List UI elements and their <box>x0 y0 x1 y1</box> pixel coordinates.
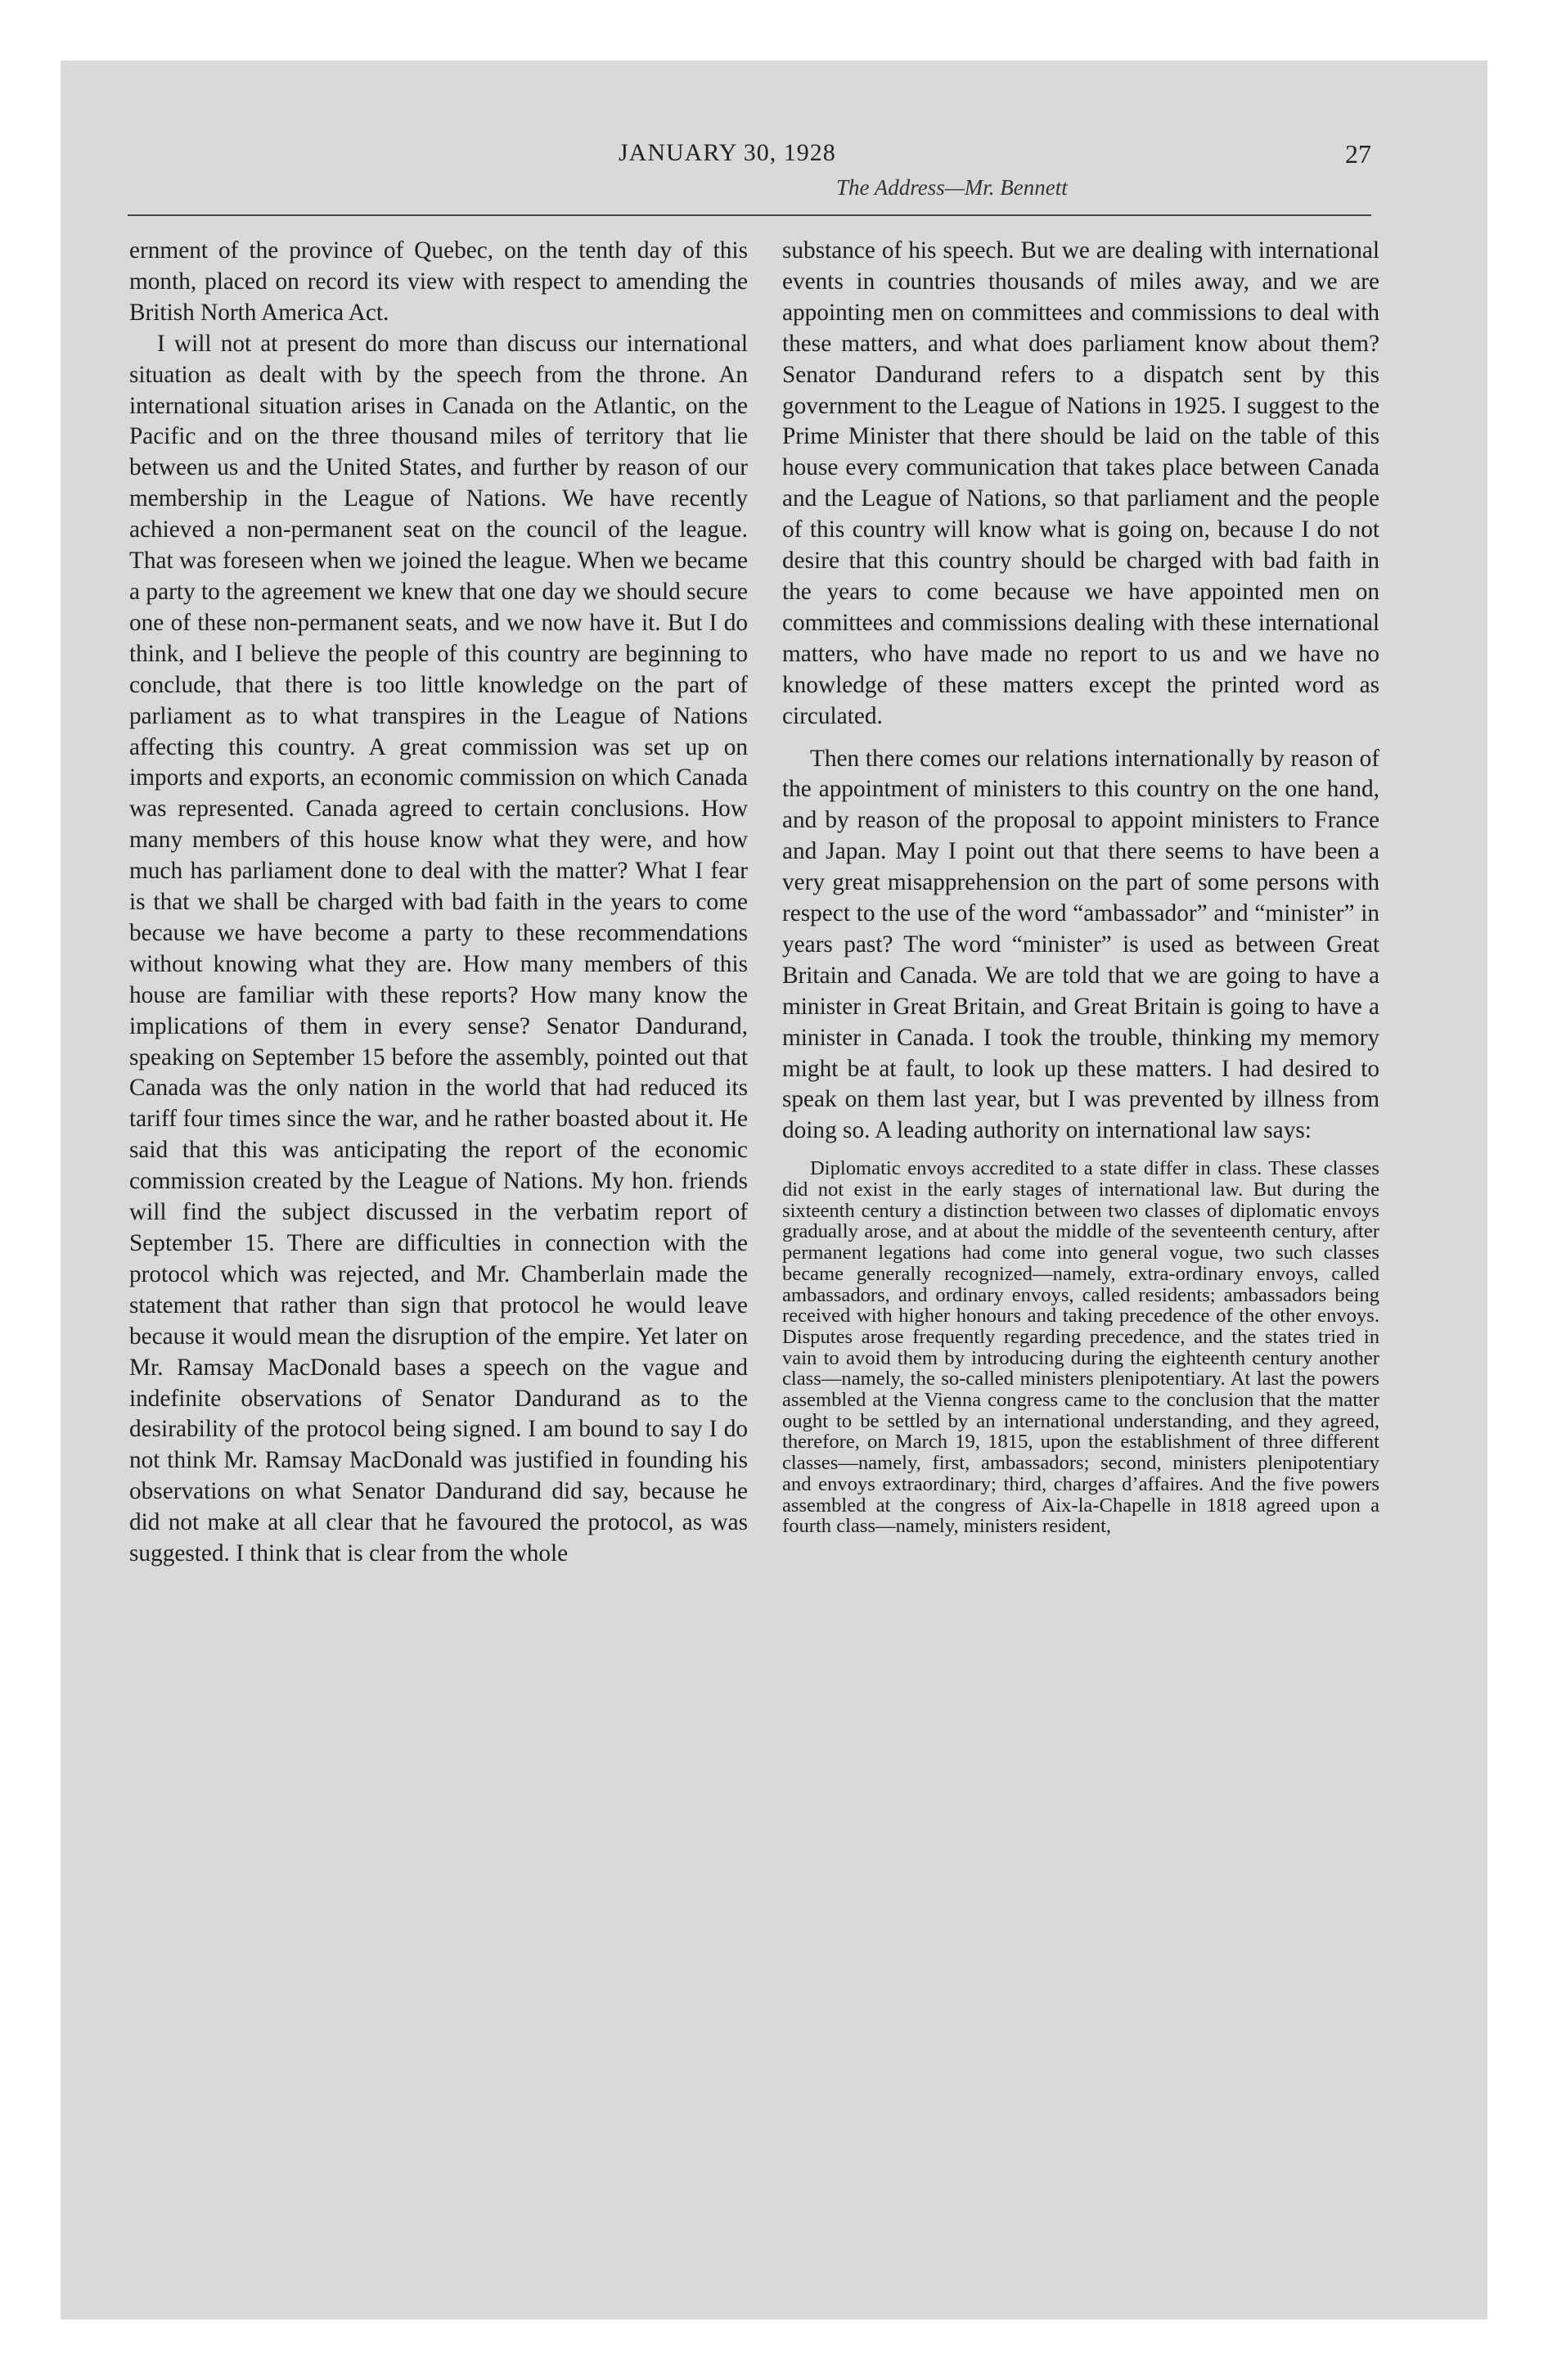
header-date: JANUARY 30, 1928 <box>619 139 836 166</box>
page-header <box>128 131 1371 213</box>
left-paragraph-2: I will not at present do more than discuss our international situation as dealt with by the speech from the throne. An international situation arises in Canada on the Atlantic, on the Pacific and on the three thousand miles of territory that lie between us and the United States, and further by reason of our membership in the League of Nations. We have recently achieved a non-permanent seat on the council of the league. That was foreseen when we joined the league. When we became a party to the agreement we knew that one day we should secure one of these non-permanent seats, and we now have it. But I do think, and I believe the people of this country are beginning to conclude, that there is too little knowledge on the part of parliament as to what transpires in the League of Nations affecting this country. A great commission was set up on imports and exports, an economic commission on which Canada was represented. Canada agreed to certain conclusions. How many members of this house know what they were, and how much has parliament done to deal with the matter? What I fear is that we shall be charged with bad faith in the years to come because we have become a party to these recommendations without knowing what they are. How many members of this house are familiar with these reports? How many know the implications of them in every sense? Senator Dandurand, speaking on September 15 before the assembly, pointed out that Canada was the only nation in the world that had reduced its tariff four times since the war, and he rather boasted about it. He said that this was anticipating the report of the economic commission created by the League of Nations. My hon. friends will find the subject discussed in the verbatim report of September 15. There are difficulties in connection with the protocol which was rejected, and Mr. Chamberlain made the statement that rather than sign that protocol he would leave because it would mean the disruption of the empire. Yet later on Mr. Ramsay MacDonald bases a speech on the vague and indefinite observations of Senator Dandurand as to the desirability of the protocol being signed. I am bound to say I do not think Mr. Ramsay MacDonald was justified in founding his observations on what Senator Dandurand did say, because he did not make at all clear that he favoured the protocol, as was suggested. I think that is clear from the whole <box>129 330 748 1567</box>
block-quote: Diplomatic envoys accredited to a state differ in class. These classes did not exist in the early stages of international law. But during the sixteenth century a distinction between two classes of diplomatic envoys gradually arose, and at about the middle of the seventeenth century, after permanent legations had come into general vogue, two such classes became generally recognized—namely, extra-ordinary envoys, called ambassadors, and ordinary envoys, called residents; ambassadors being received with higher honours and taking precedence of the other envoys. Disputes arose frequently regarding precedence, and the states tried in vain to avoid them by introducing during the eighteenth century another class—namely, the so-called ministers plenipotentiary. At last the powers assembled at the Vienna congress came to the conclusion that the matter ought to be settled by an international understanding, and they agreed, therefore, on March 19, 1815, upon the establishment of three different classes—namely, first, ambassadors; second, ministers plenipotentiary and envoys extraordinary; third, charges d’affaires. And the five powers assembled at the congress of Aix-la-Chapelle in 1818 agreed upon a fourth class—namely, ministers resident, <box>782 1157 1379 1538</box>
header-rule <box>128 214 1371 216</box>
running-title: The Address—Mr. Bennett <box>836 175 1068 200</box>
right-column <box>782 236 1379 1537</box>
left-paragraph-1: ernment of the province of Quebec, on the tenth day of this month, placed on record its view with respect to amending the British North America Act. <box>129 237 748 326</box>
left-column <box>129 236 748 1570</box>
right-paragraph-2: Then there comes our relations internationally by reason of the appointment of ministers to this country on the one hand, and by reason of the proposal to appoint ministers to France and Japan. May I point out that there seems to have been a very great misapprehension on the part of some persons with respect to the use of the word “ambassador” and “minister” in years past? The word “minister” is used as between Great Britain and Canada. We are told that we are going to have a minister in Great Britain, and Great Britain is going to have a minister in Canada. I took the trouble, thinking my memory might be at fault, to look up these matters. I had desired to speak on them last year, but I was prevented by illness from doing so. A leading authority on international law says: <box>782 745 1379 1144</box>
right-paragraph-1: substance of his speech. But we are dealing with international events in countries thousands of miles away, and we are appointing men on committees and commissions to deal with these matters, and what does parliament know about them? Senator Dandurand refers to a dispatch sent by this government to the League of Nations in 1925. I suggest to the Prime Minister that there should be laid on the table of this house every communication that takes place between Canada and the League of Nations, so that parliament and the people of this country will know what is going on, because I do not desire that this country should be charged with bad faith in the years to come because we have appointed men on committees and commissions dealing with these international matters, who have made no report to us and we have no knowledge of these matters except the printed word as circulated. <box>782 237 1379 729</box>
page-number: 27 <box>1345 139 1371 169</box>
